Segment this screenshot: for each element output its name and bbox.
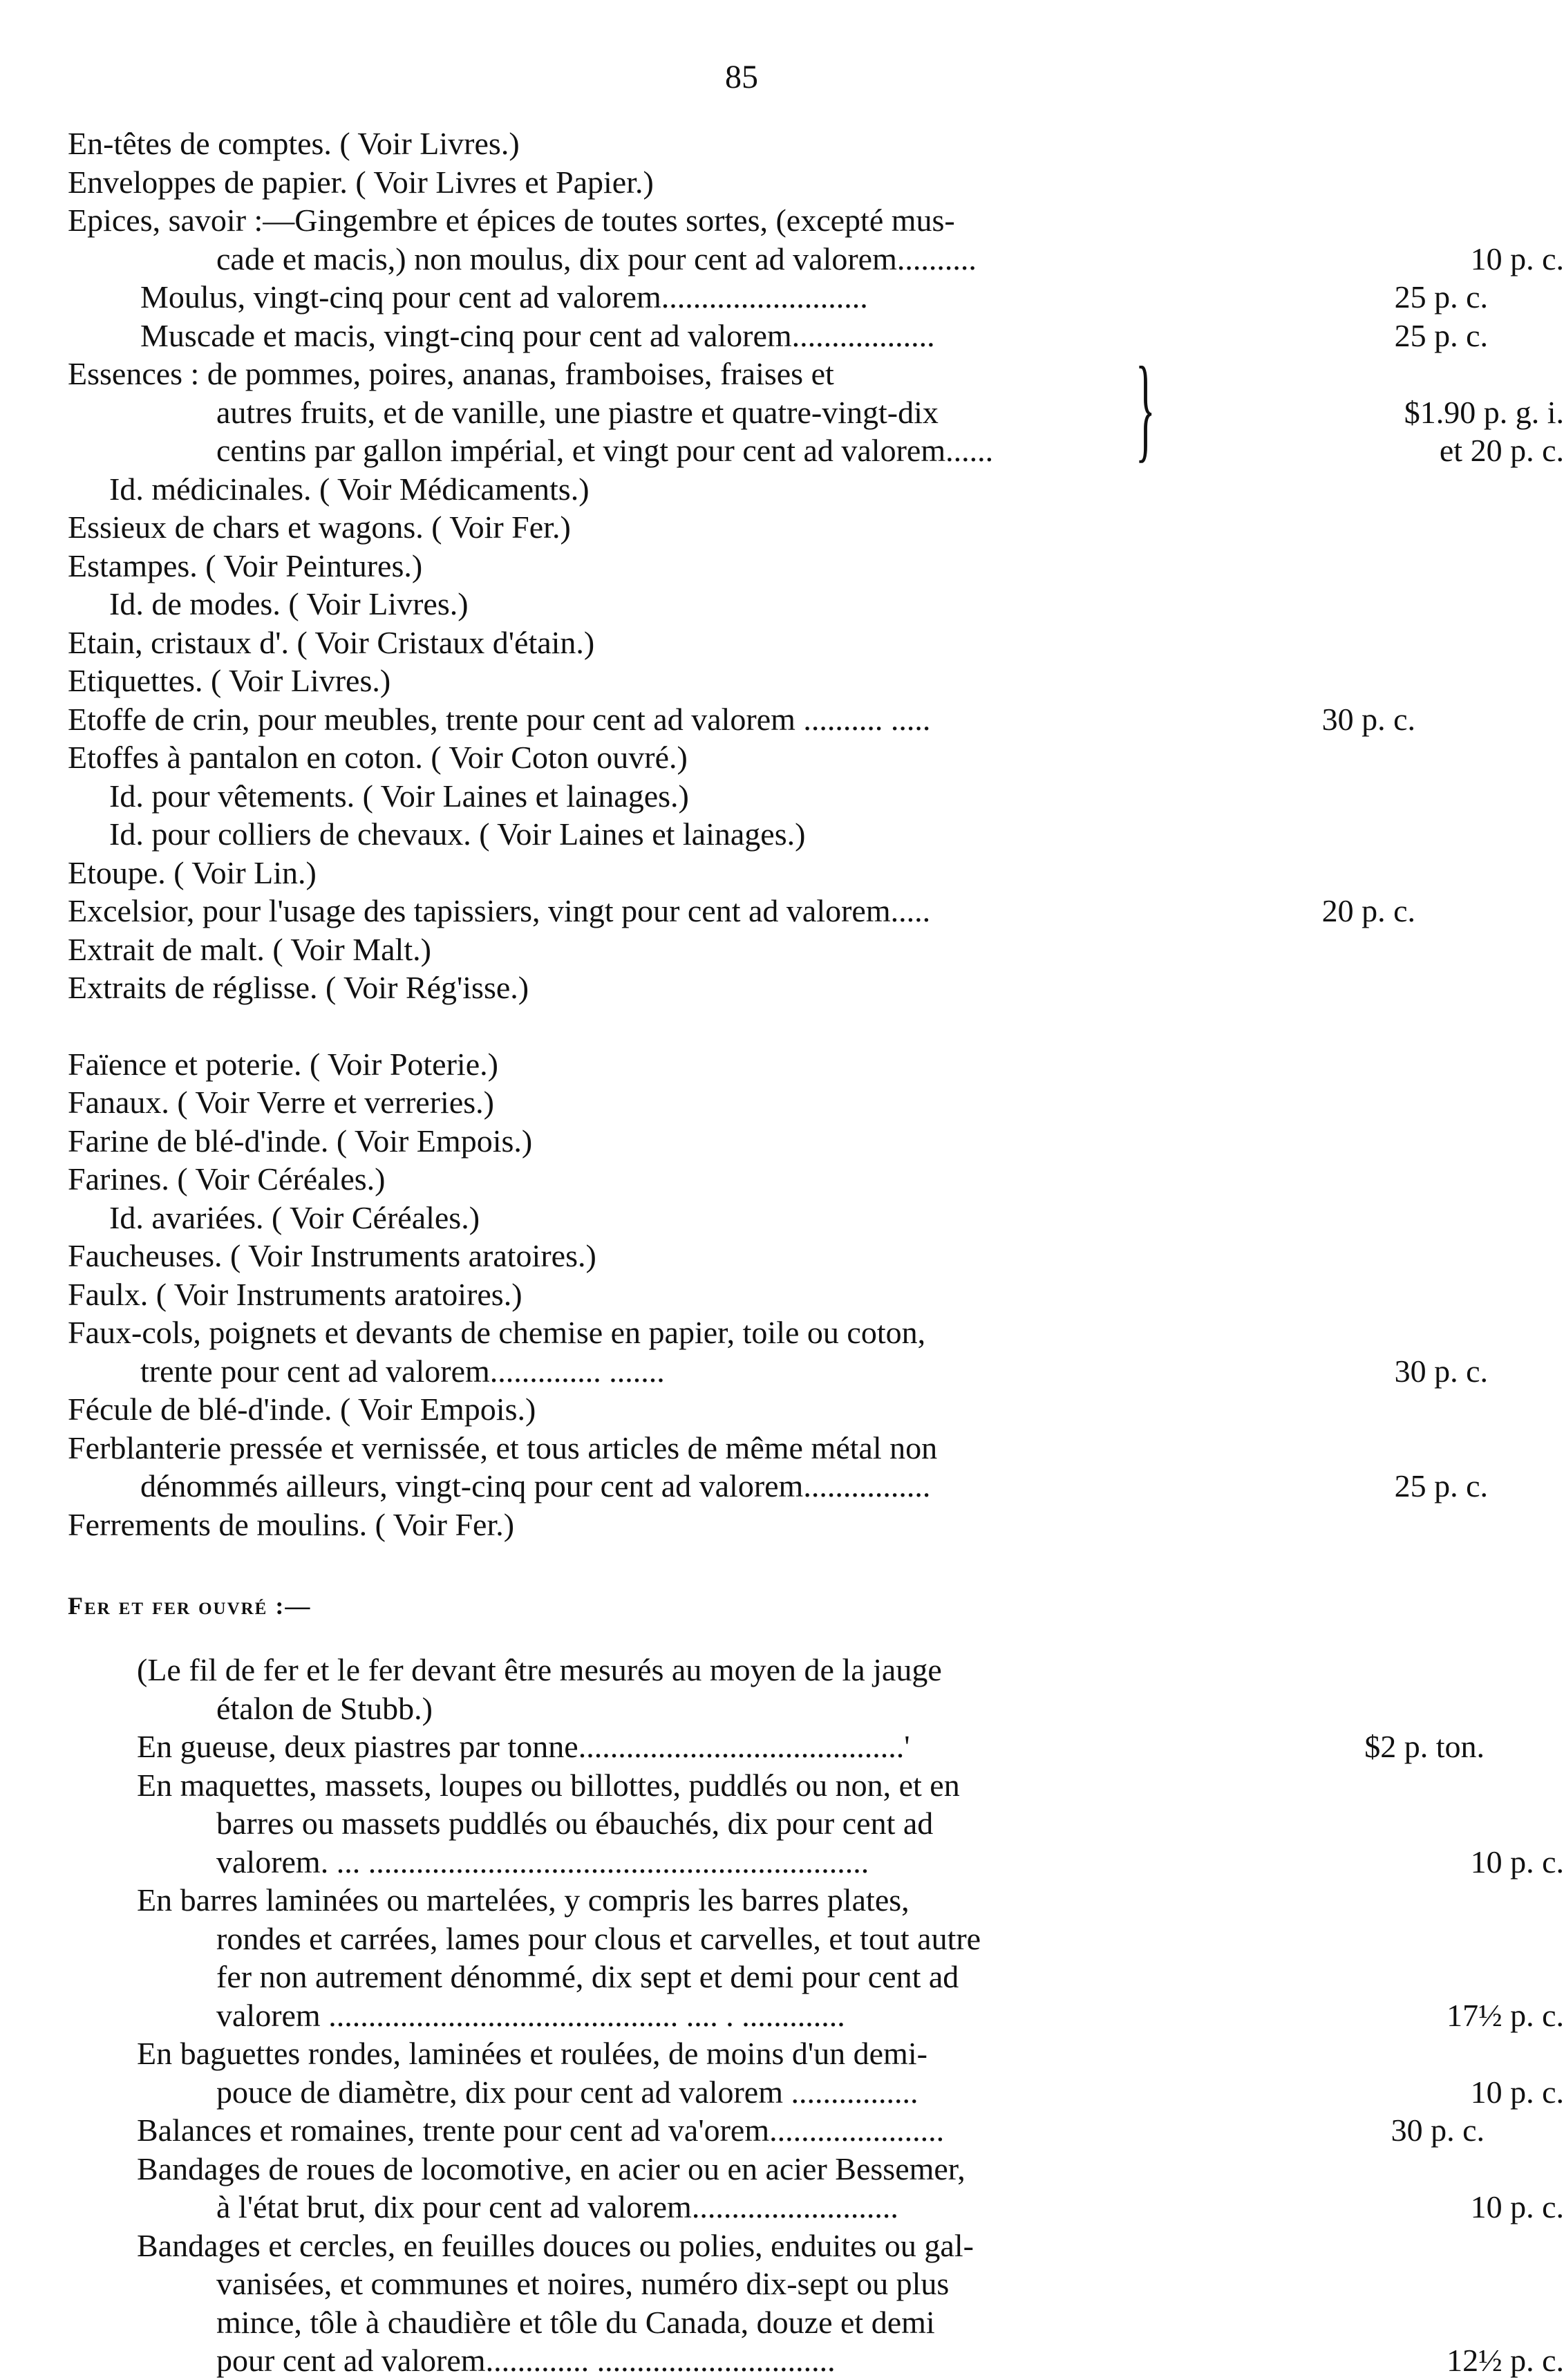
tariff-entry	[68, 662, 1415, 700]
entry-line: valorem. ... ............................................................... 10 p. c.	[68, 1843, 1301, 1882]
rate-value: et 20 p. c.	[1439, 433, 1564, 468]
entry-line: Extrait de malt. ( Voir Malt.)	[68, 931, 431, 967]
entry-line: à l'état brut, dix pour cent ad valorem.......................... 10 p. c.	[68, 2188, 1301, 2227]
entry-line: rondes et carrées, lames pour clous et carvelles, et tout autre	[216, 1920, 981, 1956]
entry-line: Balances et romaines, trente pour cent ad va'orem...................... 30 p. c.	[68, 2111, 1222, 2150]
spacer	[68, 1544, 1415, 1582]
entry-line: Bandages et cercles, en feuilles douces ou polies, enduites ou gal-	[137, 2227, 974, 2263]
entry-line: Id. avariées. ( Voir Céréales.)	[109, 1199, 480, 1235]
tariff-entry	[68, 854, 1415, 892]
rate-value: 25 p. c.	[1394, 1468, 1488, 1503]
entry-line: Muscade et macis, vingt-cinq pour cent ad valorem.................. 25 p. c.	[68, 317, 1225, 355]
tariff-entry	[68, 815, 1415, 854]
entry-line: autres fruits, et de vanille, une piastre et quatre-vingt-dix $1.90 p. g. i.	[68, 393, 1301, 432]
tariff-entry	[68, 201, 1564, 355]
tariff-entry	[68, 1122, 1415, 1161]
tariff-entry	[68, 1727, 1485, 1766]
tariff-entry	[68, 2111, 1485, 2150]
tariff-entry	[68, 738, 1415, 777]
tariff-list	[68, 124, 1564, 2380]
entry-line: Faucheuses. ( Voir Instruments aratoires.)	[68, 1238, 596, 1273]
tariff-entry	[68, 777, 1415, 816]
entry-line: étalon de Stubb.)	[216, 1690, 433, 1726]
rate-value: 25 p. c.	[1394, 317, 1488, 353]
entry-line: mince, tôle à chaudière et tôle du Canada, douze et demi	[216, 2304, 935, 2340]
entry-line: Extraits de réglisse. ( Voir Rég'isse.)	[68, 970, 529, 1005]
tariff-entry	[68, 1429, 1488, 1506]
tariff-entry	[68, 343, 1564, 473]
section-heading: Fer et fer ouvré :—	[68, 1592, 312, 1620]
entry-line: Etain, cristaux d'. ( Voir Cristaux d'étain.)	[68, 624, 595, 660]
entry-line: Faulx. ( Voir Instruments aratoires.)	[68, 1276, 522, 1312]
entry-line: Farines. ( Voir Céréales.)	[68, 1161, 386, 1197]
entry-line: Enveloppes de papier. ( Voir Livres et Papier.)	[68, 164, 654, 200]
entry-line: barres ou massets puddlés ou ébauchés, dix pour cent ad	[216, 1806, 934, 1841]
entry-line: Id. de modes. ( Voir Livres.)	[109, 586, 469, 621]
rate-value: 10 p. c.	[1470, 2074, 1564, 2110]
entry-line: Id. pour colliers de chevaux. ( Voir Laines et lainages.)	[109, 816, 806, 852]
entry-line: En-têtes de comptes. ( Voir Livres.)	[68, 126, 520, 161]
rate-value: 25 p. c.	[1394, 279, 1488, 315]
rate-value: 12½ p. c.	[1447, 2343, 1564, 2378]
tariff-entry	[68, 1160, 1415, 1199]
rate-value: 30 p. c.	[1394, 1353, 1488, 1389]
tariff-entry	[68, 1881, 1564, 2034]
entry-line: Fécule de blé-d'inde. ( Voir Empois.)	[68, 1392, 536, 1427]
rate-value: 30 p. c.	[1391, 2112, 1485, 2148]
entry-line: En barres laminées ou martelées, y compris les barres plates,	[137, 1882, 910, 1918]
tariff-entry	[68, 163, 1415, 202]
entry-line: En gueuse, deux piastres par tonne.........................................' $2 p. ton.	[68, 1727, 1222, 1766]
rate-value: 10 p. c.	[1470, 2189, 1564, 2224]
entry-line: centins par gallon impérial, et vingt pour cent ad valorem...... et 20 p. c.	[68, 431, 1301, 470]
entry-line: (Le fil de fer et le fer devant être mesurés au moyen de la jauge	[137, 1652, 942, 1687]
tariff-entry	[68, 508, 1415, 547]
tariff-entry	[68, 124, 1415, 163]
entry-line: Estampes. ( Voir Peintures.)	[68, 547, 423, 583]
tariff-entry	[68, 1199, 1415, 1237]
entry-line: Ferrements de moulins. ( Voir Fer.)	[68, 1506, 515, 1542]
entry-line: Excelsior, pour l'usage des tapissiers, vingt pour cent ad valorem..... 20 p. c.	[68, 892, 1153, 930]
tariff-entry	[68, 624, 1415, 662]
entry-line: fer non autrement dénommé, dix sept et demi pour cent ad	[216, 1959, 959, 1994]
tariff-entry	[68, 1313, 1488, 1390]
rate-value: 10 p. c.	[1470, 241, 1564, 277]
entry-line: En maquettes, massets, loupes ou billottes, puddlés ou non, et en	[137, 1767, 960, 1803]
brace-mark: }	[1136, 343, 1156, 473]
tariff-entry	[68, 700, 1415, 739]
entry-line: vanisées, et communes et noires, numéro dix-sept ou plus	[216, 2266, 950, 2301]
spacer	[68, 1630, 1415, 1651]
entry-line: cade et macis,) non moulus, dix pour cent ad valorem.......... 10 p. c.	[68, 240, 1301, 279]
tariff-entry	[68, 547, 1415, 585]
tariff-entry	[68, 1083, 1415, 1122]
entry-line: Fanaux. ( Voir Verre et verreries.)	[68, 1085, 494, 1120]
entry-line: Id. médicinales. ( Voir Médicaments.)	[109, 471, 590, 507]
entry-line: Essences : de pommes, poires, ananas, framboises, fraises et	[68, 356, 834, 391]
page-number: 85	[725, 59, 758, 95]
tariff-entry	[68, 2034, 1564, 2111]
tariff-entry	[68, 892, 1415, 930]
tariff-entry	[68, 1045, 1415, 1084]
entry-line: valorem ............................................ .... . ............. 17½ p. c.	[68, 1996, 1301, 2035]
tariff-entry	[68, 968, 1415, 1007]
tariff-entry	[68, 1237, 1415, 1275]
entry-line: dénommés ailleurs, vingt-cinq pour cent ad valorem................ 25 p. c.	[68, 1467, 1225, 1506]
tariff-entry	[68, 1766, 1564, 1882]
tariff-entry	[68, 1651, 1415, 1727]
tariff-entry	[68, 2227, 1564, 2380]
entry-line: pour cent ad valorem............. .............................. 12½ p. c.	[68, 2341, 1301, 2380]
spacer	[68, 1007, 1415, 1045]
entry-line: pouce de diamètre, dix pour cent ad valorem ................ 10 p. c.	[68, 2073, 1301, 2112]
entry-line: Etoffes à pantalon en coton. ( Voir Coton ouvré.)	[68, 740, 688, 775]
entry-line: Etoffe de crin, pour meubles, trente pour cent ad valorem .......... ..... 30 p. c.	[68, 700, 1153, 739]
entry-line: Moulus, vingt-cinq pour cent ad valorem.......................... 25 p. c.	[68, 278, 1225, 317]
rate-value: 17½ p. c.	[1447, 1997, 1564, 2033]
entry-line: Epices, savoir :—Gingembre et épices de toutes sortes, (excepté mus-	[68, 203, 955, 238]
entry-line: trente pour cent ad valorem.............. ....... 30 p. c.	[68, 1352, 1225, 1391]
tariff-entry	[68, 930, 1415, 969]
tariff-entry	[68, 585, 1415, 624]
rate-value: 30 p. c.	[1321, 701, 1415, 737]
rate-value: $1.90 p. g. i.	[1404, 394, 1564, 430]
entry-line: Ferblanterie pressée et vernissée, et tous articles de même métal non	[68, 1430, 938, 1465]
rate-value: $2 p. ton.	[1364, 1729, 1485, 1764]
entry-line: Etoupe. ( Voir Lin.)	[68, 854, 317, 890]
entry-line: Essieux de chars et wagons. ( Voir Fer.)	[68, 509, 571, 545]
entry-line: Faux-cols, poignets et devants de chemise en papier, toile ou coton,	[68, 1315, 926, 1350]
tariff-entry	[68, 1506, 1415, 1544]
entry-line: Faïence et poterie. ( Voir Poterie.)	[68, 1046, 498, 1082]
entry-line: En baguettes rondes, laminées et roulées, de moins d'un demi-	[137, 2036, 927, 2071]
tariff-entry	[68, 1390, 1415, 1429]
tariff-entry	[68, 2150, 1564, 2227]
tariff-entry	[68, 470, 1415, 509]
entry-line: Id. pour vêtements. ( Voir Laines et lainages.)	[109, 778, 689, 814]
entry-line: Farine de blé-d'inde. ( Voir Empois.)	[68, 1123, 533, 1159]
entry-line: Etiquettes. ( Voir Livres.)	[68, 663, 391, 698]
tariff-entry	[68, 1275, 1415, 1314]
entry-line: Bandages de roues de locomotive, en acier ou en acier Bessemer,	[137, 2151, 965, 2186]
rate-value: 10 p. c.	[1470, 1844, 1564, 1880]
rate-value: 20 p. c.	[1321, 893, 1415, 928]
